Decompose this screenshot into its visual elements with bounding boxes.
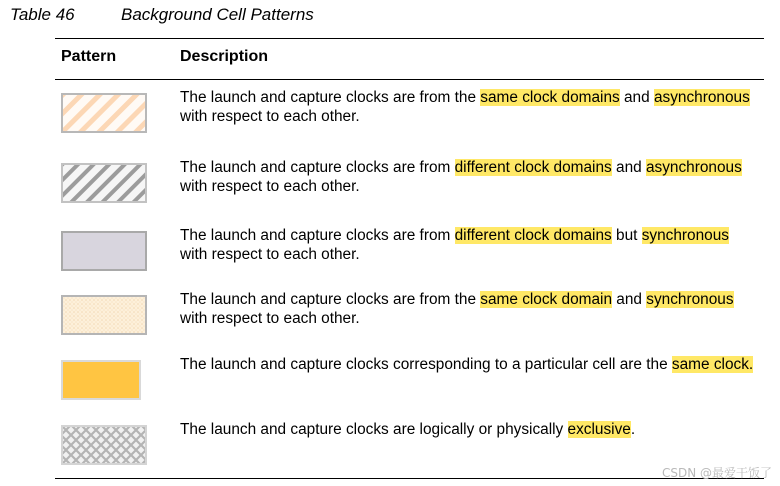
table-number: Table 46 xyxy=(10,5,75,24)
orange-diagonal-hatch-icon xyxy=(61,93,147,133)
table-row xyxy=(55,80,764,146)
row-description: The launch and capture clocks are logically or physically exclusive. xyxy=(180,421,636,438)
table-row xyxy=(55,412,764,478)
row-description: The launch and capture clocks are from the same clock domain and synchronous with respect to each other. xyxy=(180,291,734,327)
solid-gray-icon xyxy=(61,231,147,271)
pattern-column-header: Pattern xyxy=(61,48,117,65)
table-row xyxy=(55,347,764,413)
row-description: The launch and capture clocks corresponding to a particular cell are the same clock. xyxy=(180,356,754,373)
table-row xyxy=(55,218,764,284)
table-row xyxy=(55,282,764,348)
table-row xyxy=(55,150,764,216)
bottom-rule xyxy=(55,478,764,479)
gray-diagonal-hatch-icon xyxy=(61,163,147,203)
gray-crosshatch-icon xyxy=(61,425,147,465)
description-column-header: Description xyxy=(180,48,269,65)
table-title: Background Cell Patterns xyxy=(121,5,314,24)
row-description: The launch and capture clocks are from different clock domains and asynchronous with respect to each other. xyxy=(180,159,742,195)
top-rule xyxy=(55,38,764,39)
cream-stipple-icon xyxy=(61,295,147,335)
table-caption xyxy=(10,5,314,25)
solid-orange-icon xyxy=(61,360,147,400)
watermark: CSDN @最爱干饭了 xyxy=(661,466,772,480)
row-description: The launch and capture clocks are from different clock domains but synchronous with respect to each other. xyxy=(180,227,729,263)
row-description: The launch and capture clocks are from the same clock domains and asynchronous with respect to each other. xyxy=(180,89,750,125)
